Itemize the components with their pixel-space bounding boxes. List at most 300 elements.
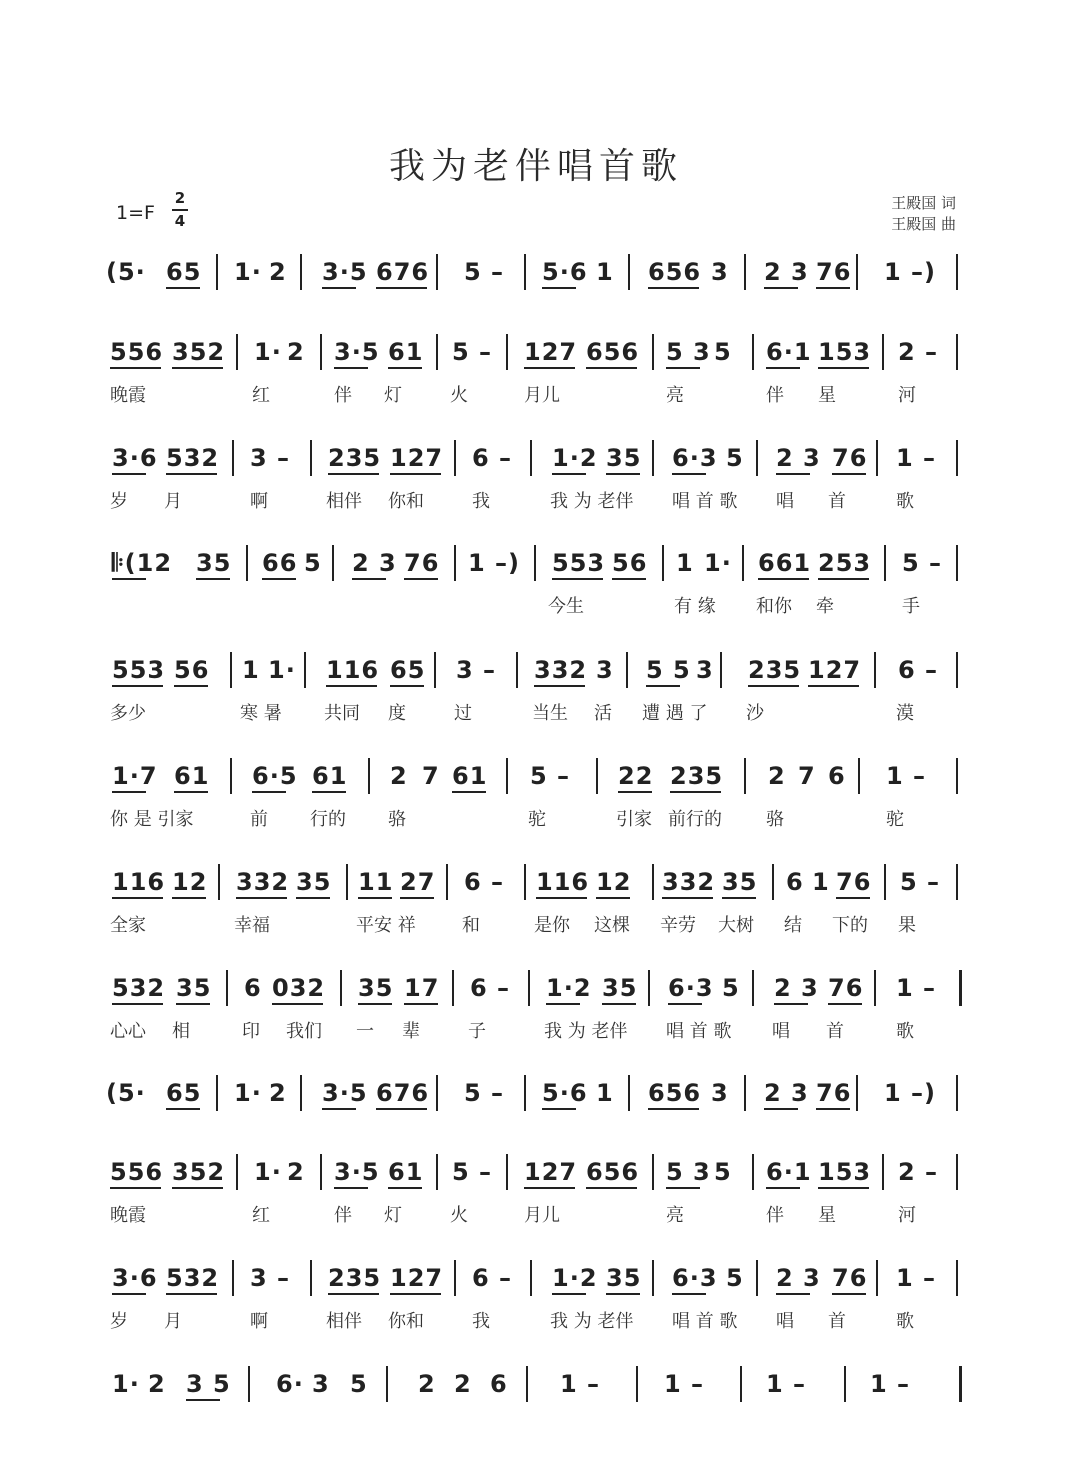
barline: [882, 1154, 884, 1190]
barline: [446, 864, 448, 900]
note-group: 1 –): [468, 549, 521, 577]
note-group: 127: [390, 444, 444, 472]
beam-underline: [524, 367, 575, 369]
beam-underline: [172, 897, 206, 899]
lyric: 手: [902, 596, 920, 617]
lyric: 首: [828, 1311, 846, 1332]
note-group: 5 5: [646, 656, 691, 684]
barline: [956, 1260, 958, 1296]
note-group: 35: [722, 868, 758, 896]
note-group: 032: [272, 974, 326, 1002]
note-group: 3·5: [322, 1079, 368, 1107]
note-group: 6·: [276, 1370, 304, 1398]
note-group: 3: [711, 1079, 729, 1107]
lyric: 我 为 老伴: [544, 1021, 628, 1042]
beam-underline: [764, 1108, 798, 1110]
barline: [752, 1154, 754, 1190]
notes-row: [106, 652, 966, 696]
beam-underline: [836, 897, 870, 899]
beam-underline: [404, 1003, 438, 1005]
barline: [956, 1154, 958, 1190]
lyric: 唱: [772, 1021, 790, 1042]
barline: [596, 758, 598, 794]
lyric: 晚霞: [110, 385, 146, 406]
note-group: 2 3: [764, 258, 809, 286]
note-group: 5·6: [542, 258, 588, 286]
note-group: 1·: [112, 1370, 140, 1398]
lyric: 相伴: [326, 1311, 362, 1332]
lyric: 幸福: [234, 915, 270, 936]
lyric: 印: [242, 1021, 260, 1042]
note-group: 1: [596, 1079, 614, 1107]
barline: [524, 864, 526, 900]
note-group: 2: [269, 1079, 287, 1107]
note-group: 532: [112, 974, 166, 1002]
note-group: 7: [798, 762, 816, 790]
note-group: 1 –: [664, 1370, 705, 1398]
lyric: 首: [826, 1021, 844, 1042]
note-group: 2 3: [776, 444, 821, 472]
lyric: 歌: [896, 1021, 914, 1042]
notes-row: [106, 864, 966, 908]
beam-underline: [166, 287, 200, 289]
barline: [528, 970, 530, 1006]
note-group: 6·3: [672, 1264, 718, 1292]
beam-underline: [828, 1003, 862, 1005]
note-group: 1: [812, 868, 830, 896]
barline: [752, 334, 754, 370]
notes-row: [106, 545, 966, 589]
barline: [742, 545, 744, 581]
lyric: 月儿: [524, 1205, 560, 1226]
barline: [246, 545, 248, 581]
beam-underline: [388, 367, 422, 369]
beam-underline: [174, 791, 208, 793]
note-group: 6 –: [898, 656, 939, 684]
lyric: 灯: [384, 385, 402, 406]
lyric: 伴: [334, 385, 352, 406]
note-group: 66: [262, 549, 298, 577]
note-group: 1 –): [884, 258, 937, 286]
barline: [230, 758, 232, 794]
barline: [310, 1260, 312, 1296]
note-group: 553: [552, 549, 606, 577]
lyric: 大树: [718, 915, 754, 936]
lyric: 我们: [286, 1021, 322, 1042]
barline: [956, 440, 958, 476]
barline: [454, 1260, 456, 1296]
lyric: 火: [450, 1205, 468, 1226]
note-group: 676: [376, 258, 430, 286]
barline: [436, 1075, 438, 1111]
beam-underline: [166, 1108, 200, 1110]
note-group: 116: [536, 868, 590, 896]
lyric: 多少: [110, 703, 146, 724]
lyric: 河: [898, 1205, 916, 1226]
note-group: 3: [696, 656, 714, 684]
note-group: 1: [596, 258, 614, 286]
note-group: 235: [748, 656, 802, 684]
beam-underline: [832, 1293, 866, 1295]
lyric: 遭 遇 了: [642, 703, 708, 724]
beam-underline: [322, 1108, 356, 1110]
note-group: 76: [832, 444, 868, 472]
note-group: 1 –: [896, 974, 937, 1002]
barline: [652, 1154, 654, 1190]
lyric: 全家: [110, 915, 146, 936]
note-group: 332: [662, 868, 716, 896]
note-group: 1·2: [552, 1264, 598, 1292]
beam-underline: [818, 578, 869, 580]
note-group: 352: [172, 338, 226, 366]
note-group: 6·3: [672, 444, 718, 472]
score-system: [106, 970, 966, 1070]
barline: [882, 334, 884, 370]
lyric: 寒 暑: [240, 703, 282, 724]
lyric: 月: [164, 1311, 182, 1332]
note-group: 3·5: [322, 258, 368, 286]
notes-row: [106, 1260, 966, 1304]
barline: [756, 440, 758, 476]
note-group: 3·6: [112, 444, 158, 472]
note-group: 5 3: [666, 1158, 711, 1186]
key-tonic: 1=F: [116, 202, 155, 224]
score-system: [106, 652, 966, 752]
lyric: 你和: [388, 1311, 424, 1332]
note-group: 2 3: [352, 549, 397, 577]
barline: [236, 1154, 238, 1190]
note-group: 1: [676, 549, 694, 577]
lyric: 行的: [310, 809, 346, 830]
score-system: [106, 1154, 966, 1254]
barline: [956, 545, 958, 581]
note-group: 27: [400, 868, 436, 896]
barline: [368, 758, 370, 794]
score-system: [106, 758, 966, 858]
beam-underline: [328, 473, 379, 475]
note-group: 3: [596, 656, 614, 684]
lyric: 月: [164, 491, 182, 512]
note-group: 6: [244, 974, 262, 1002]
beam-underline: [648, 1108, 699, 1110]
beam-underline: [546, 1003, 580, 1005]
beam-underline: [816, 287, 850, 289]
beam-underline: [666, 367, 700, 369]
note-group: 3: [312, 1370, 330, 1398]
barline: [320, 334, 322, 370]
note-group: 2 –: [898, 338, 939, 366]
barline: [506, 334, 508, 370]
beam-underline: [758, 578, 809, 580]
barline: [530, 1260, 532, 1296]
note-group: 3·6: [112, 1264, 158, 1292]
lyric: 你和: [388, 491, 424, 512]
note-group: 76: [404, 549, 440, 577]
barline: [652, 1260, 654, 1296]
note-group: 3 –: [250, 444, 291, 472]
beam-underline: [552, 578, 603, 580]
note-group: 5 –: [900, 868, 941, 896]
note-group: 6·3: [668, 974, 714, 1002]
beam-underline: [196, 578, 230, 580]
beam-underline: [404, 578, 438, 580]
barline: [876, 440, 878, 476]
lyrics-row: [106, 702, 966, 732]
barline: [300, 254, 302, 290]
lyric: 唱 首 歌: [666, 1021, 732, 1042]
note-group: 11: [358, 868, 394, 896]
note-group: (5·: [106, 1079, 146, 1107]
note-group: 532: [166, 444, 220, 472]
beam-underline: [552, 473, 586, 475]
beam-underline: [670, 791, 721, 793]
notes-row: [106, 1154, 966, 1198]
beam-underline: [816, 1108, 850, 1110]
barline: [320, 1154, 322, 1190]
lyrics-row: [106, 384, 966, 414]
score-system: [106, 545, 966, 645]
lyric: 平安 祥: [356, 915, 416, 936]
note-group: 656: [586, 338, 640, 366]
lyrics-row: [106, 808, 966, 838]
note-group: 5 –: [464, 258, 505, 286]
lyrics-row: [106, 1204, 966, 1234]
note-group: 76: [828, 974, 864, 1002]
beam-underline: [452, 791, 486, 793]
note-group: 2: [418, 1370, 436, 1398]
note-group: 2: [287, 338, 305, 366]
lyric: 啊: [250, 491, 268, 512]
barline: [248, 1366, 250, 1402]
note-group: 7: [422, 762, 440, 790]
note-group: 1 –: [886, 762, 927, 790]
lyric: 驼: [886, 809, 904, 830]
beam-underline: [666, 1187, 700, 1189]
note-group: 661: [758, 549, 812, 577]
note-group: 556: [110, 338, 164, 366]
note-group: 76: [816, 1079, 852, 1107]
note-group: 𝄆(12: [112, 549, 173, 577]
note-group: 127: [808, 656, 862, 684]
beam-underline: [808, 685, 859, 687]
barline: [332, 545, 334, 581]
barline: [756, 1260, 758, 1296]
note-group: 656: [586, 1158, 640, 1186]
barline: [662, 545, 664, 581]
note-group: 6: [828, 762, 846, 790]
barline: [874, 970, 876, 1006]
barline: [884, 864, 886, 900]
lyric: 有 缘: [674, 596, 716, 617]
lyrics-row: [106, 490, 966, 520]
note-group: 3·5: [334, 1158, 380, 1186]
note-group: 5: [726, 1264, 744, 1292]
lyrics-row: [106, 304, 966, 334]
barline: [652, 440, 654, 476]
lyric: 过: [454, 703, 472, 724]
lyric: 我 为 老伴: [550, 1311, 634, 1332]
barline: [720, 652, 722, 688]
lyric: 伴: [334, 1205, 352, 1226]
barline: [524, 254, 526, 290]
lyric: 牵: [816, 596, 834, 617]
beam-underline: [524, 1187, 575, 1189]
note-group: 556: [110, 1158, 164, 1186]
score-system: [106, 334, 966, 434]
credits: [891, 193, 956, 235]
note-group: 3: [711, 258, 729, 286]
beam-underline: [542, 1108, 576, 1110]
note-group: 1 –: [896, 1264, 937, 1292]
beam-underline: [322, 287, 356, 289]
beam-underline: [388, 1187, 422, 1189]
beam-underline: [612, 578, 646, 580]
barline: [216, 254, 218, 290]
lyric: 歌: [896, 491, 914, 512]
beam-underline: [166, 473, 217, 475]
beam-underline: [174, 685, 208, 687]
beam-underline: [176, 1003, 210, 1005]
beam-underline: [328, 1293, 379, 1295]
lyricist-credit: 王殿国 词: [891, 194, 956, 212]
lyric: 晚霞: [110, 1205, 146, 1226]
note-group: 235: [328, 444, 382, 472]
beam-underline: [832, 473, 866, 475]
lyric: 漠: [896, 703, 914, 724]
note-group: 5 3: [666, 338, 711, 366]
beam-underline: [586, 367, 637, 369]
lyric: 结: [784, 915, 802, 936]
barline: [436, 1154, 438, 1190]
barline: [310, 440, 312, 476]
beam-underline: [358, 1003, 392, 1005]
lyric: 红: [252, 385, 270, 406]
barline: [232, 1260, 234, 1296]
beam-underline: [110, 1187, 161, 1189]
lyric: 是你: [534, 915, 570, 936]
note-group: 6: [786, 868, 804, 896]
beam-underline: [818, 1187, 869, 1189]
beam-underline: [334, 367, 368, 369]
lyric: 心心: [110, 1021, 146, 1042]
note-group: 2: [768, 762, 786, 790]
lyric: 唱: [776, 1311, 794, 1332]
note-group: 6·1: [766, 338, 812, 366]
lyric: 啊: [250, 1311, 268, 1332]
notes-row: [106, 254, 966, 298]
note-group: 2: [269, 258, 287, 286]
note-group: 17: [404, 974, 440, 1002]
barline: [530, 440, 532, 476]
lyric: 辈: [402, 1021, 420, 1042]
note-group: 116: [112, 868, 166, 896]
composer-credit: 王殿国 曲: [891, 215, 956, 233]
note-group: 76: [836, 868, 872, 896]
beam-underline: [172, 367, 223, 369]
beam-underline: [618, 791, 652, 793]
barline: [304, 652, 306, 688]
barline: [740, 1366, 742, 1402]
beam-underline: [236, 897, 287, 899]
note-group: 1·: [234, 258, 262, 286]
beam-underline: [252, 791, 286, 793]
barline: [752, 970, 754, 1006]
beam-underline: [326, 685, 377, 687]
beam-underline: [586, 1187, 637, 1189]
song-title: 我为老伴唱首歌: [388, 146, 683, 187]
note-group: 6 –: [472, 444, 513, 472]
note-group: (5·: [106, 258, 146, 286]
lyrics-row: [106, 1310, 966, 1340]
lyric: 我 为 老伴: [550, 491, 634, 512]
note-group: 2 3: [764, 1079, 809, 1107]
note-group: 1·: [268, 656, 296, 684]
barline: [874, 652, 876, 688]
beam-underline: [112, 1293, 146, 1295]
note-group: 235: [670, 762, 724, 790]
note-group: 6: [490, 1370, 508, 1398]
barline: [856, 1075, 858, 1111]
barline: [516, 652, 518, 688]
beam-underline: [112, 685, 163, 687]
beam-underline: [296, 897, 330, 899]
beam-underline: [358, 897, 392, 899]
lyric: 骆: [766, 809, 784, 830]
barline: [744, 254, 746, 290]
note-group: 61: [174, 762, 210, 790]
barline: [386, 1366, 388, 1402]
note-group: 2 –: [898, 1158, 939, 1186]
note-group: 35: [296, 868, 332, 896]
beam-underline: [648, 287, 699, 289]
score-system: [106, 1260, 966, 1360]
lyric: 活: [594, 703, 612, 724]
beam-underline: [542, 287, 576, 289]
lyric: 当生: [532, 703, 568, 724]
beam-underline: [602, 1003, 636, 1005]
lyric: 前: [250, 809, 268, 830]
note-group: 22: [618, 762, 654, 790]
beam-underline: [766, 1187, 800, 1189]
barline: [534, 545, 536, 581]
beam-underline: [352, 578, 386, 580]
note-group: 532: [166, 1264, 220, 1292]
note-group: 352: [172, 1158, 226, 1186]
note-group: 127: [390, 1264, 444, 1292]
lyric: 和你: [756, 596, 792, 617]
note-group: 235: [328, 1264, 382, 1292]
note-group: 1·2: [546, 974, 592, 1002]
note-group: 1 –): [884, 1079, 937, 1107]
note-group: 3 –: [250, 1264, 291, 1292]
lyric: 岁: [110, 491, 128, 512]
lyric: 引家: [616, 809, 652, 830]
beam-underline: [536, 897, 587, 899]
barline: [652, 334, 654, 370]
beam-underline: [606, 1293, 640, 1295]
lyric: 这棵: [594, 915, 630, 936]
note-group: 5 –: [464, 1079, 505, 1107]
barline: [436, 254, 438, 290]
lyrics-row: [106, 914, 966, 944]
note-group: 61: [388, 1158, 424, 1186]
lyrics-row: [106, 595, 966, 625]
note-group: 6 –: [472, 1264, 513, 1292]
note-group: 127: [524, 338, 578, 366]
note-group: 1 –: [766, 1370, 807, 1398]
note-group: 116: [326, 656, 380, 684]
barline: [844, 1366, 846, 1402]
